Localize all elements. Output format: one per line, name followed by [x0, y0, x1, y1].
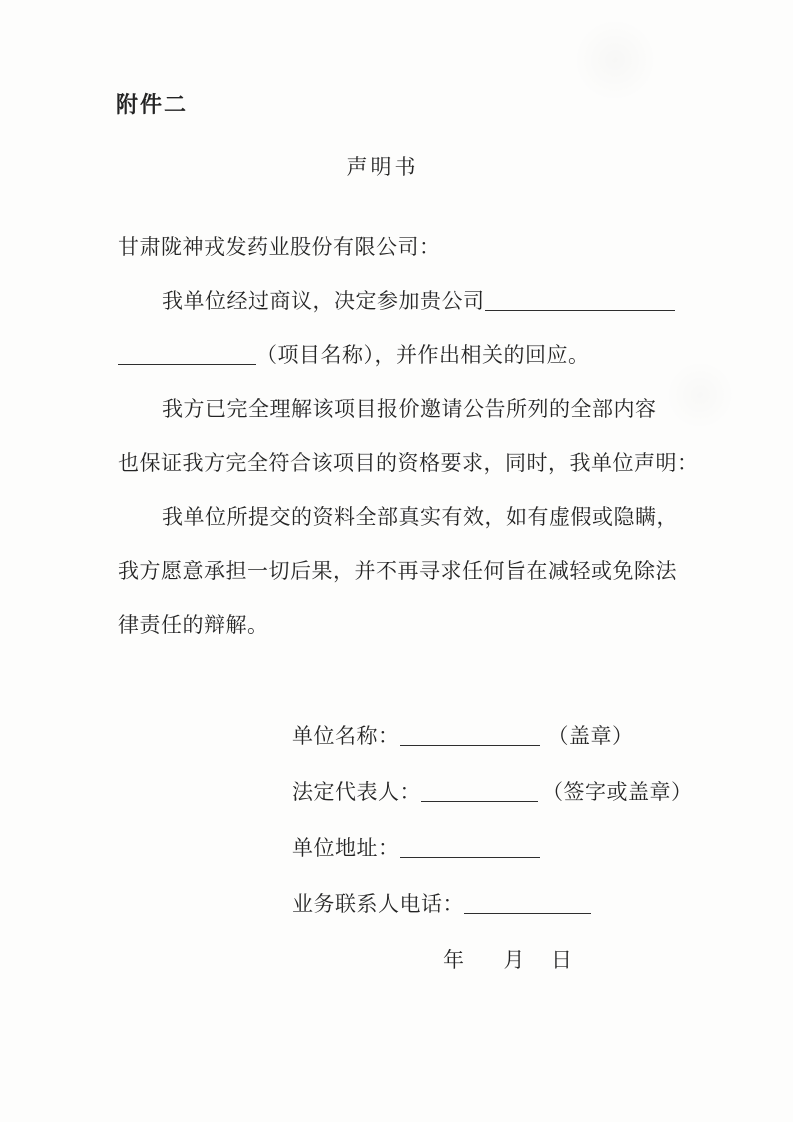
address-line — [292, 820, 793, 876]
blank-project-name-part1 — [485, 310, 675, 311]
body-text: （项目名称），并作出相关的回应。 — [256, 343, 590, 367]
body-line: 我方已完全理解该项目报价邀请公告所列的全部内容 — [162, 397, 657, 421]
company-name-line — [292, 708, 793, 764]
date-line — [292, 932, 793, 988]
sign-or-seal-note: （签字或盖章） — [542, 780, 693, 804]
contact-phone-line — [292, 876, 793, 932]
date-year-label: 年 — [443, 948, 465, 972]
date-day-label: 日 — [551, 948, 573, 972]
body-line: 我单位所提交的资料全部真实有效，如有虚假或隐瞒， — [162, 505, 678, 529]
page-title: 声明书 — [346, 155, 419, 179]
seal-note: （盖章） — [547, 724, 634, 748]
document-body — [118, 220, 699, 652]
date-month-label: 月 — [503, 948, 525, 972]
body-line — [118, 328, 683, 382]
blank-address — [400, 857, 540, 858]
attachment-label: 附件二 — [116, 92, 189, 117]
legal-rep-line — [292, 764, 793, 820]
company-name-label: 单位名称： — [292, 724, 400, 748]
address-label: 单位地址： — [292, 836, 400, 860]
blank-contact-phone — [464, 913, 591, 914]
body-line: 我方愿意承担一切后果，并不再寻求任何旨在减轻或免除法 — [118, 559, 677, 583]
salutation-line: 甘肃陇神戎发药业股份有限公司： — [118, 235, 441, 259]
body-line: 也保证我方完全符合该项目的资格要求，同时，我单位声明： — [118, 451, 699, 475]
body-line: 律责任的辩解。 — [118, 613, 269, 637]
body-text: 我单位经过商议，决定参加贵公司 — [162, 289, 485, 313]
signature-block — [292, 708, 793, 988]
blank-legal-rep — [421, 801, 538, 802]
blank-project-name-part2 — [118, 364, 256, 365]
contact-phone-label: 业务联系人电话： — [292, 892, 464, 916]
legal-rep-label: 法定代表人： — [292, 780, 421, 804]
body-line — [118, 274, 683, 328]
blank-company-name — [400, 745, 540, 746]
